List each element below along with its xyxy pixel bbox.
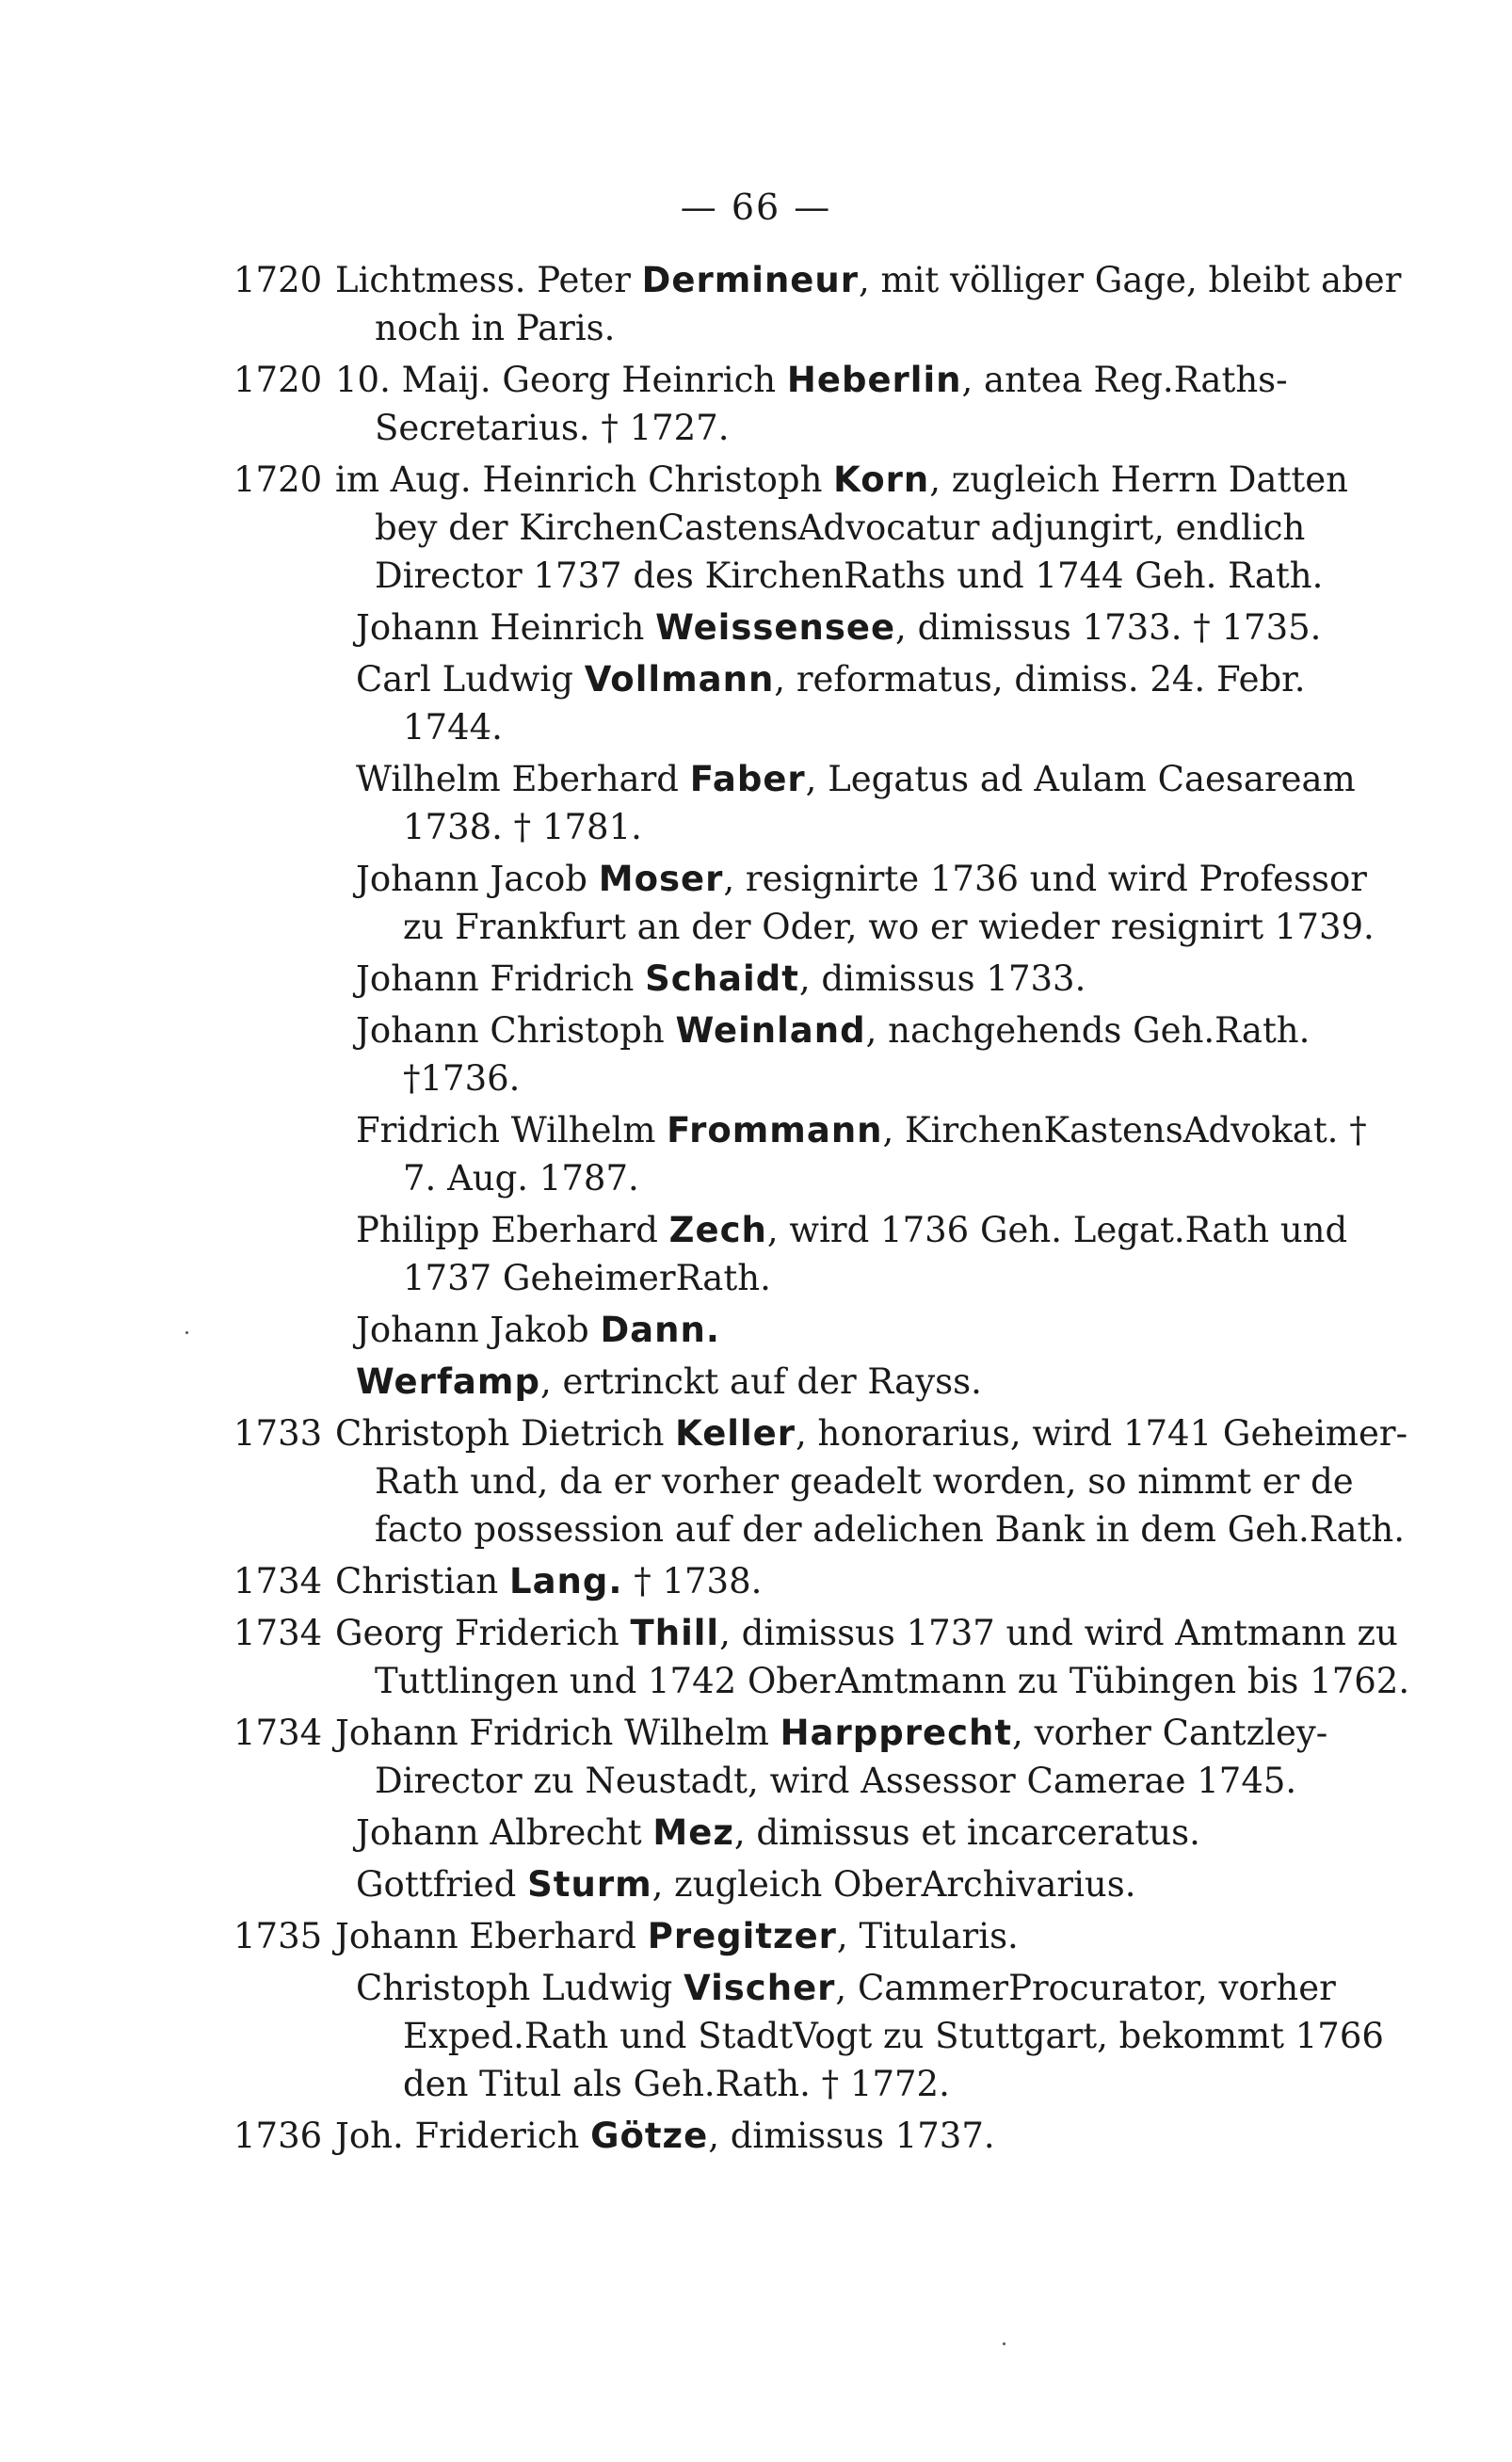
register-entry [233,1860,1410,1908]
register-entry [233,1609,1410,1705]
entry-surname: Lang. [509,1561,623,1601]
entry-text-after: , dimissus 1737 und wird Amtmann zu Tuttlingen und 1742 OberAmtmann zu Tübingen bis 1762. [375,1613,1410,1701]
entry-surname: Vollmann [584,659,775,700]
entry-surname: Sturm [527,1864,652,1905]
register-entry [233,603,1410,652]
register-entry [233,1006,1410,1102]
entry-text-before: im Aug. Heinrich Christoph [335,459,834,500]
entry-surname: Werfamp [356,1361,540,1402]
register-entry [233,755,1410,851]
register-entry [233,1557,1410,1605]
entry-text-after: , resignirte 1736 und wird Professor zu Frankfurt an der Oder, wo er wieder resignirt 1739. [403,859,1375,947]
entry-text-before: Johann Eberhard [335,1916,648,1956]
entry-surname: Schaidt [645,958,799,999]
entry-year: 1720 [233,360,323,400]
entry-year: 1734 [233,1613,323,1653]
register-entry [233,256,1410,352]
entry-text-after: , zugleich OberArchivarius. [651,1864,1136,1905]
entry-surname: Frommann [667,1110,883,1151]
entry-year: 1720 [233,459,323,500]
entry-text-after: , reformatus, dimiss. 24. Febr. 1744. [403,659,1306,748]
entry-text-before: Johann Fridrich [356,958,646,999]
entry-text-before: Wilhelm Eberhard [356,759,690,799]
entry-text-after: † 1738. [622,1561,763,1601]
register-entry [233,1709,1410,1805]
entry-year: 1720 [233,260,323,300]
entry-surname: Pregitzer [647,1916,837,1956]
register-entry [233,456,1410,600]
entry-text-before: Philipp Eberhard [356,1210,669,1250]
entry-text-after: , dimissus et incarceratus. [733,1812,1200,1853]
entry-text-before: Johann Albrecht [356,1812,653,1853]
register-entry [233,1306,1410,1354]
register-entry [233,955,1410,1003]
page-number: — 66 — [680,186,832,228]
entry-surname: Keller [675,1413,796,1454]
entry-text-before: 10. Maij. Georg Heinrich [335,360,787,400]
entry-text-before: Carl Ludwig [356,659,585,700]
entry-text-after: , ertrinckt auf der Rayss. [539,1361,982,1402]
entry-text-after: , Titularis. [836,1916,1019,1956]
register-entry [233,1964,1410,2108]
entry-text-after: , mit völliger Gage, bleibt aber noch in Paris. [375,260,1402,348]
entry-text-after: , Legatus ad Aulam Caesaream 1738. † 1781. [403,759,1356,847]
entry-text-before: Christian [335,1561,509,1601]
entry-year: 1733 [233,1413,323,1454]
entry-surname: Mez [652,1812,734,1853]
entry-year: 1734 [233,1713,323,1753]
entry-text-before: Fridrich Wilhelm [356,1110,668,1151]
entry-text-after: , vorher Cantzley-Director zu Neustadt, wird Assessor Camerae 1745. [375,1713,1328,1801]
entry-surname: Weissensee [655,607,896,648]
entry-text-before: Gottfried [356,1864,528,1905]
register-entry [233,1358,1410,1406]
entry-surname: Moser [598,859,724,899]
entry-surname: Thill [630,1613,720,1653]
entry-text-after: , dimissus 1737. [708,2116,995,2156]
entry-text-after: , nachgehends Geh.Rath. †1736. [403,1010,1311,1099]
entry-year: 1734 [233,1561,323,1601]
print-speck [1003,2342,1005,2345]
entry-text-after: , KirchenKastensAdvokat. † 7. Aug. 1787. [403,1110,1367,1199]
entry-text-after: , dimissus 1733. [798,958,1086,999]
entry-text-before: Johann Heinrich [356,607,656,648]
entry-text-before: Christoph Dietrich [335,1413,676,1454]
entry-text-after: , antea Reg.Raths-Secretarius. † 1727. [375,360,1288,448]
entry-surname: Dermineur [641,260,859,300]
entry-text-before: Joh. Friderich [335,2116,591,2156]
register-entry [233,1912,1410,1960]
entry-year: 1735 [233,1916,323,1956]
entry-list [233,256,1410,2164]
entry-text-after: , CammerProcurator, vorher Exped.Rath und StadtVogt zu Stuttgart, bekommt 1766 den Titul als Geh.Rath. † 1772. [403,1968,1384,2104]
register-entry [233,356,1410,452]
register-entry [233,855,1410,951]
entry-surname: Dann. [600,1310,720,1350]
entry-text-after: , honorarius, wird 1741 Geheimer-Rath und, da er vorher geadelt worden, so nimmt er de facto possession auf der adelichen Bank in dem Geh.Rath. [375,1413,1408,1550]
register-entry [233,1206,1410,1302]
entry-text-before: Lichtmess. Peter [335,260,642,300]
entry-surname: Korn [833,459,930,500]
entry-surname: Faber [689,759,806,799]
register-entry [233,1106,1410,1202]
print-speck [185,1331,188,1334]
entry-text-before: Johann Jacob [356,859,599,899]
entry-text-before: Georg Friderich [335,1613,631,1653]
entry-surname: Götze [590,2116,709,2156]
entry-surname: Harpprecht [780,1713,1013,1753]
entry-text-after: , wird 1736 Geh. Legat.Rath und 1737 GeheimerRath. [403,1210,1348,1298]
register-entry [233,655,1410,751]
entry-year: 1736 [233,2116,323,2156]
entry-surname: Heberlin [786,360,962,400]
entry-text-after: , dimissus 1733. † 1735. [895,607,1322,648]
register-entry [233,1809,1410,1857]
entry-surname: Zech [668,1210,767,1250]
register-entry [233,2112,1410,2160]
entry-text-before: Johann Fridrich Wilhelm [335,1713,780,1753]
entry-text-after: , zugleich Herrn Datten bey der KirchenCastensAdvocatur adjungirt, endlich Director 1737 des KirchenRaths und 1744 Geh. Rath. [375,459,1348,596]
entry-surname: Weinland [675,1010,866,1051]
entry-text-before: Johann Jakob [356,1310,601,1350]
entry-surname: Vischer [684,1968,836,2008]
register-entry [233,1409,1410,1553]
entry-text-before: Johann Christoph [356,1010,676,1051]
entry-text-before: Christoph Ludwig [356,1968,684,2008]
